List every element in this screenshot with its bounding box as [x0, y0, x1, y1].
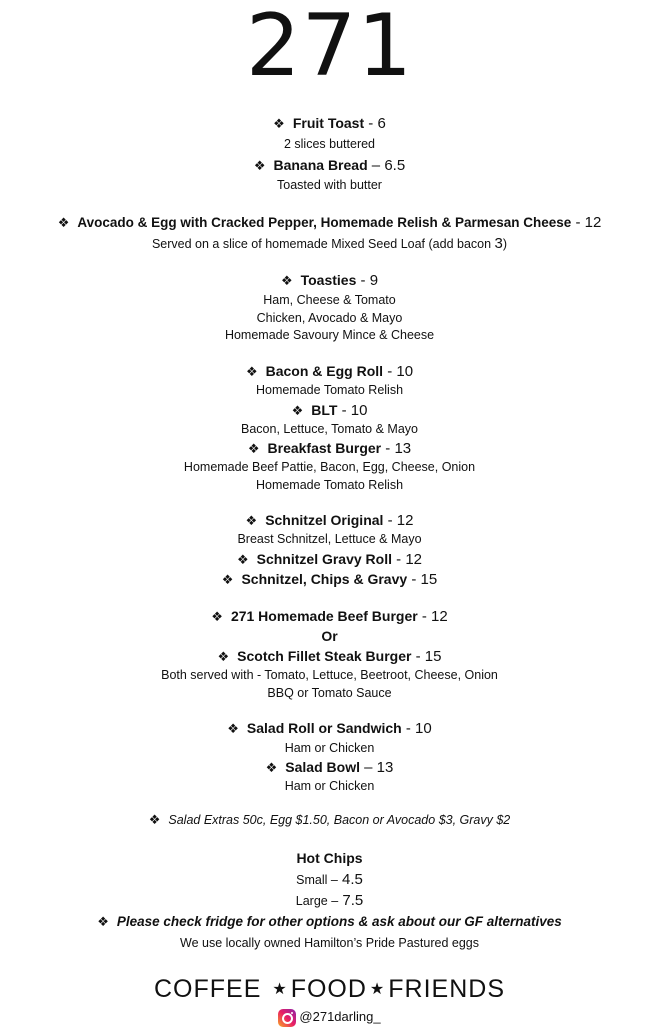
menu-title: 271	[245, 0, 414, 96]
hot-chips-large: Large – 7.5	[295, 892, 364, 909]
hot-chips-small: Small – 4.5	[296, 871, 363, 888]
menu-item-scotch-fillet-burger	[0, 647, 659, 666]
menu-item-bacon-egg-roll	[0, 362, 659, 381]
bullet-icon: ❖	[265, 760, 278, 775]
salad-extras-note	[0, 811, 659, 829]
item-name: Scotch Fillet Steak Burger	[237, 648, 412, 664]
footer-word-coffee: COFFEE	[154, 975, 262, 1003]
item-price: - 12	[571, 214, 602, 231]
item-description: Ham or Chicken	[284, 779, 375, 793]
bullet-icon: ❖	[97, 914, 109, 929]
instagram-handle-row	[0, 1006, 659, 1028]
footer-word-friends: FRIENDS	[388, 975, 505, 1003]
bullet-icon: ❖	[280, 273, 293, 288]
bullet-icon: ❖	[227, 721, 239, 736]
bullet-icon: ❖	[57, 215, 70, 230]
item-price: - 15	[411, 648, 442, 665]
menu-item-fruit-toast	[0, 114, 659, 133]
bullet-icon: ❖	[291, 403, 304, 418]
hot-chips-heading: Hot Chips	[296, 850, 363, 866]
item-price: – 13	[359, 759, 394, 776]
item-description: 2 slices buttered	[283, 137, 376, 151]
item-price: - 12	[392, 551, 423, 568]
fridge-note-text: Please check fridge for other options & ask about our GF alternatives	[116, 914, 562, 929]
menu-item-toasties	[0, 271, 659, 290]
item-price: - 13	[381, 440, 412, 457]
bullet-icon: ❖	[273, 116, 285, 131]
menu-item-schnitzel-original	[0, 511, 659, 530]
item-name: Schnitzel Gravy Roll	[256, 551, 392, 567]
bullet-icon: ❖	[221, 572, 234, 587]
menu-item-schnitzel-gravy-roll	[0, 550, 659, 569]
menu-item-salad-bowl	[0, 758, 659, 777]
item-price: - 10	[383, 363, 414, 380]
item-price: - 10	[337, 402, 368, 419]
bullet-icon: ❖	[253, 158, 266, 173]
menu-item-blt	[0, 401, 659, 420]
salad-extras-text: Salad Extras 50c, Egg $1.50, Bacon or Avocado $3, Gravy $2	[168, 813, 511, 827]
menu-item-avocado-egg	[0, 214, 659, 232]
item-name: Banana Bread	[273, 157, 368, 173]
star-icon: ★	[272, 981, 288, 998]
menu-item-breakfast-burger	[0, 439, 659, 458]
item-description: Toasted with butter	[277, 178, 382, 192]
footer-tagline	[0, 973, 659, 1006]
item-name: Schnitzel, Chips & Gravy	[241, 571, 408, 587]
item-description: Breast Schnitzel, Lettuce & Mayo	[237, 532, 422, 546]
bullet-icon: ❖	[148, 812, 161, 827]
item-description: Served on a slice of homemade Mixed Seed Loaf (add bacon 3)	[151, 235, 508, 252]
item-name: BLT	[311, 402, 338, 418]
or-separator: Or	[321, 628, 338, 644]
item-price: - 12	[417, 608, 448, 625]
bullet-icon: ❖	[236, 552, 249, 567]
item-description: Chicken, Avocado & Mayo	[256, 311, 403, 325]
star-icon: ★	[369, 981, 386, 998]
eggs-note: We use locally owned Hamilton’s Pride Pastured eggs	[180, 936, 479, 950]
item-price: - 9	[356, 272, 379, 289]
item-price: - 6	[364, 115, 386, 132]
item-name: Breakfast Burger	[267, 440, 382, 456]
menu-item-banana-bread	[0, 156, 659, 175]
item-name: Salad Roll or Sandwich	[246, 720, 402, 736]
menu-item-beef-burger	[0, 607, 659, 626]
item-description: BBQ or Tomato Sauce	[267, 686, 392, 700]
item-description: Bacon, Lettuce, Tomato & Mayo	[241, 422, 418, 436]
item-name: Schnitzel Original	[265, 512, 384, 528]
item-description: Ham or Chicken	[284, 741, 375, 755]
item-description: Homemade Beef Pattie, Bacon, Egg, Cheese, Onion	[183, 460, 476, 474]
bullet-icon: ❖	[245, 513, 258, 528]
menu-item-schnitzel-chips-gravy	[0, 570, 659, 589]
instagram-icon	[278, 1009, 296, 1027]
instagram-handle: @271darling_	[299, 1009, 381, 1024]
item-description: Homemade Tomato Relish	[255, 478, 404, 492]
item-price: – 6.5	[367, 157, 406, 174]
bullet-icon: ❖	[217, 649, 230, 664]
item-name: Salad Bowl	[285, 759, 360, 775]
fridge-note	[0, 913, 659, 931]
item-description: Homemade Savoury Mince & Cheese	[224, 328, 435, 342]
item-name: 271 Homemade Beef Burger	[230, 608, 418, 624]
item-price: - 15	[407, 571, 438, 588]
bullet-icon: ❖	[247, 441, 260, 456]
item-description: Homemade Tomato Relish	[255, 383, 404, 397]
footer-word-food: FOOD	[290, 975, 367, 1003]
item-name: Toasties	[300, 272, 357, 288]
bullet-icon: ❖	[245, 364, 258, 379]
bullet-icon: ❖	[211, 609, 223, 624]
item-description: Ham, Cheese & Tomato	[263, 293, 396, 307]
item-name: Bacon & Egg Roll	[265, 363, 384, 379]
item-name: Avocado & Egg with Cracked Pepper, Homemade Relish & Parmesan Cheese	[77, 215, 572, 230]
item-description: Both served with - Tomato, Lettuce, Beetroot, Cheese, Onion	[161, 668, 498, 682]
item-name: Fruit Toast	[292, 115, 365, 131]
menu-item-salad-roll	[0, 719, 659, 738]
item-price: - 12	[383, 512, 414, 529]
item-price: - 10	[401, 720, 432, 737]
